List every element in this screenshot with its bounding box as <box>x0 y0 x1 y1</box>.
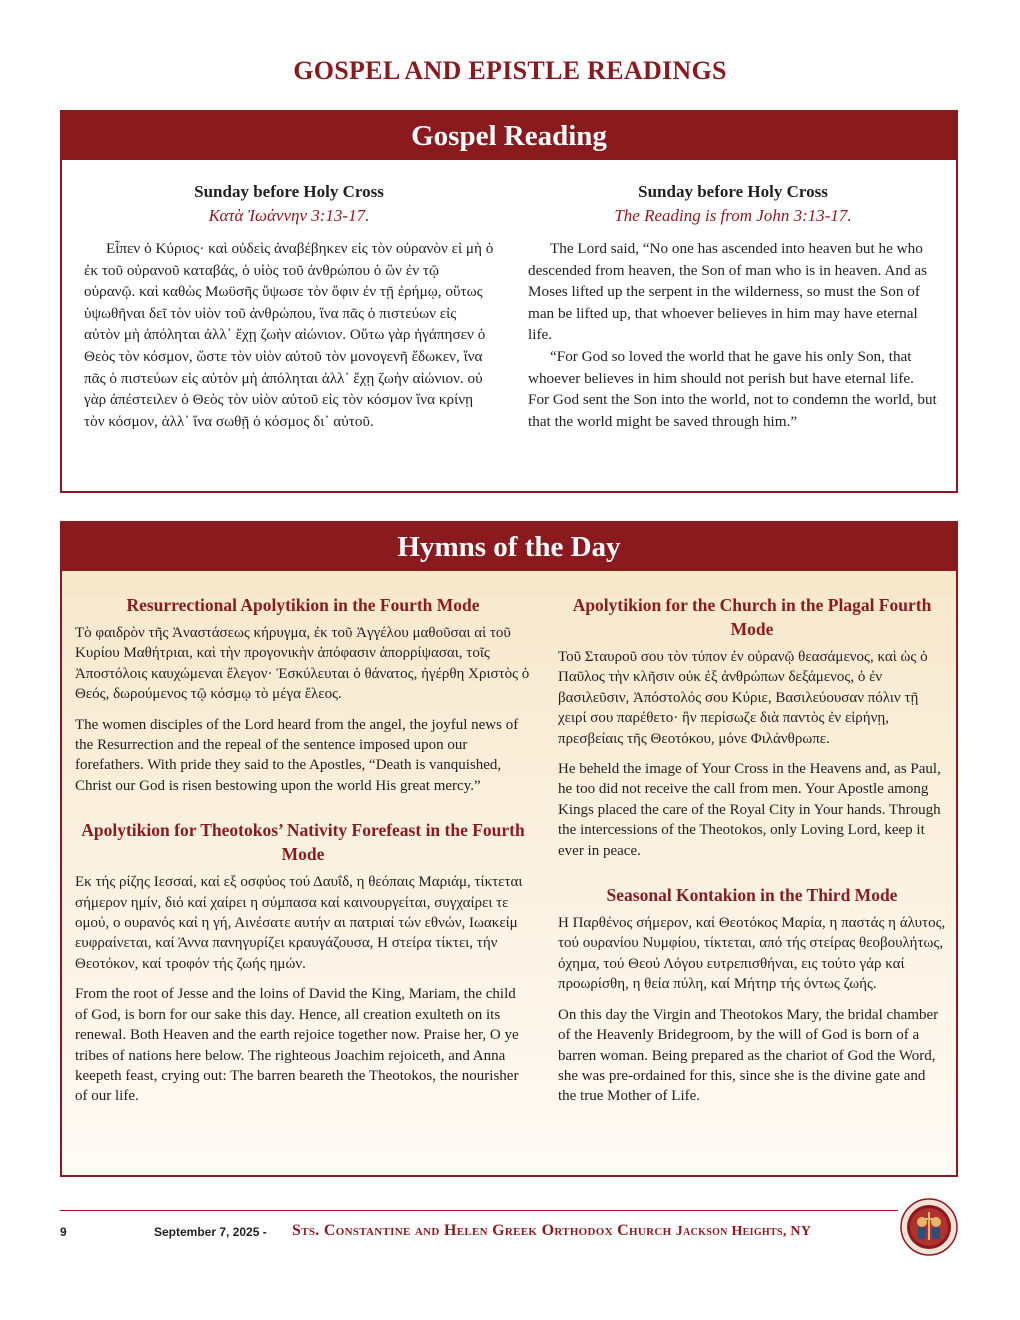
gospel-english-paragraph: “For God so loved the world that he gave his only Son, that whoever believes in him should not perish but have eternal life. For God sent the Son into the world, not to condemn the world, but that the world might be saved through him.” <box>528 347 937 430</box>
gospel-english-column <box>528 180 938 432</box>
hymn-greek-text: Η Παρθένος σήμερον, καί Θεοτόκος Μαρία, η παστάς η άλυτος, τού ουρανίου Νυμφίου, τίκτεται, από τής στείρας θεοβουλήτως, όχημα, τού Θεού Λόγου ευτρεπισθήναι, εις τούτο γάρ καί προωρίσθη, η θεία πύλη, καί Μήτηρ τής όντως ζωής. <box>558 915 946 993</box>
hymn-title: Seasonal Kontakion in the Third Mode <box>606 885 898 906</box>
hymns-left-column <box>75 593 531 1117</box>
gospel-reading-section <box>60 110 958 493</box>
church-name-text: Sts. Constantine and Helen Greek Orthodox Church <box>292 1222 672 1239</box>
hymn-greek-text: Τοῦ Σταυροῦ σου τὸν τύπον ἐν οὐρανῷ θεασάμενος, καὶ ὡς ὁ Παῦλος τὴν κλῆσιν οὐκ ἐξ ἀνθρώπων δεξάμενος, ὁ ἐν βασιλεῦσιν, Ἀπόστολός σου Κύριε, Βασιλεύουσαν πόλιν τῇ χειρί σου παρέθετο· ἣν περίσωζε διὰ παντὸς ἐν εἰρήνῃ, πρεσβείαις τῆς Θεοτόκου, μόνε Φιλάνθρωπε. <box>558 649 928 747</box>
hymns-section <box>60 521 958 1177</box>
bulletin-date: September 7, 2025 - <box>154 1225 267 1239</box>
hymn-english-text: From the root of Jesse and the loins of David the King, Mariam, the child of God, is born for our sake this day. Hence, all creation exulteth on its renewal. Both Heaven and the earth rejoice together now. Praise her, O ye tribes of nations here below. The righteous Joachim rejoiceth, and Anna keepeth feast, crying out: The barren beareth the Theotokos, the nourisher of our life. <box>75 986 519 1105</box>
page-number: 9 <box>60 1225 67 1239</box>
footer <box>60 1222 900 1244</box>
gospel-greek-paragraph: Εἶπεν ὁ Κύριος· καὶ οὐδεὶς ἀναβέβηκεν εἰς τὸν οὐρανὸν εἰ μὴ ὁ ἐκ τοῦ οὐρανοῦ καταβάς, ὁ υἱὸς τοῦ ἀνθρώπου ὁ ὢν ἐν τῷ οὐρανῷ. καὶ καθὼς Μωϋσῆς ὕψωσε τὸν ὄφιν ἐν τῇ ἐρήμῳ, οὕτως ὑψωθῆναι δεῖ τὸν υἱὸν τοῦ ἀνθρώπου, ἵνα πᾶς ὁ πιστεύων εἰς αὐτὸν μὴ ἀπόληται ἀλλ᾽ ἔχῃ ζωὴν αἰώνιον. Οὕτω γὰρ ἠγάπησεν ὁ Θεὸς τὸν κόσμον, ὥστε τὸν υἱὸν αὐτοῦ τὸν μονογενῆ ἔδωκεν, ἵνα πᾶς ὁ πιστεύων εἰς αὐτὸν μὴ ἀπόληται ἀλλ᾽ ἔχῃ ζωὴν αἰώνιον. οὐ γὰρ ἀπέστειλεν ὁ Θεὸς τὸν υἱὸν αὐτοῦ εἰς τὸν κόσμον ἵνα κρίνῃ τὸν κόσμον, ἀλλ᾽ ἵνα σωθῇ ὁ κόσμος δι᾽ αὐτοῦ. <box>84 240 494 430</box>
gospel-greek-reference: Κατὰ Ἰωάννην 3:13-17. <box>208 206 370 225</box>
hymn-title: Apolytikion for the Church in the Plagal Fourth Mode <box>572 595 932 639</box>
hymn-title: Apolytikion for Theotokos’ Nativity Forefeast in the Fourth Mode <box>81 820 525 865</box>
footer-divider <box>60 1210 898 1211</box>
hymn-greek-text: Εκ τής ρίζης Ιεσσαί, καί εξ οσφύος τού Δαυΐδ, η θεόπαις Μαριάμ, τίκτεται σήμερον ημίν, διό καί χαίρει η σύμπασα καί καινουργείται, συγχαίρει τε ομού, ο ουρανός καί η γή, Αινέσατε αυτήν αι πατριαί τών εθνών, Ιωακείμ ευφραίνεται, καί Άννα πανηγυρίζει κραυγάζουσα, Η στείρα τίκτει, τήν Θεοτόκον, καί τροφόν τής ζωής ημών. <box>75 874 523 972</box>
gospel-reading-header: Gospel Reading <box>62 112 956 160</box>
gospel-greek-column <box>84 180 494 432</box>
gospel-english-title: Sunday before Holy Cross <box>638 182 828 201</box>
gospel-english-paragraph: The Lord said, “No one has ascended into heaven but he who descended from heaven, the Son of man who is in heaven. And as Moses lifted up the serpent in the wilderness, so must the Son of man be lifted up, that whoever believes in him may have eternal life. <box>528 240 927 344</box>
church-location: Jackson Heights, NY <box>675 1224 812 1239</box>
church-seal-icon <box>900 1198 958 1256</box>
hymn-title: Resurrectional Apolytikion in the Fourth Mode <box>126 595 480 615</box>
hymns-header: Hymns of the Day <box>62 523 956 571</box>
hymn-greek-text: Τὸ φαιδρὸν τῆς Ἀναστάσεως κήρυγμα, ἐκ τοῦ Ἀγγέλου μαθοῦσαι αἱ τοῦ Κυρίου Μαθήτριαι, καὶ τὴν προγονικὴν ἀπόφασιν ἀπορρίψασαι, τοῖς Ἀποστόλοις καυχώμεναι ἔλεγον· Ἐσκύλευται ὁ θάνατος, ἠγέρθη Χριστὸς ὁ Θεός, δωρούμενος τῷ κόσμῳ τὸ μέγα ἔλεος. <box>75 625 530 703</box>
church-name <box>292 1222 811 1240</box>
gospel-english-text <box>528 238 938 432</box>
hymn-english-text: On this day the Virgin and Theotokos Mary, the bridal chamber of the Heavenly Bridegroom, by the will of God is born of a barren woman. Being prepared as the chariot of God the Word, she was pre-ordained for this, since she is the divine gate and the true Mother of Life. <box>558 1006 939 1105</box>
page-title: GOSPEL AND EPISTLE READINGS <box>293 56 727 85</box>
hymns-right-column <box>558 593 946 1117</box>
gospel-greek-text <box>84 238 494 432</box>
hymn-english-text: The women disciples of the Lord heard from the angel, the joyful news of the Resurrection and the repeal of the sentence imposed upon our forefathers. With pride they said to the Apostles, “Death is vanquished, Christ our God is risen bestowing upon the world His great mercy.” <box>75 716 519 794</box>
hymn-english-text: He beheld the image of Your Cross in the Heavens and, as Paul, he too did not receive the call from men. Your Apostle among Kings placed the care of the Royal City in Your hands. Through the intercessions of the Theotokos, only Loving Lord, keep it ever in peace. <box>558 761 941 859</box>
gospel-english-reference: The Reading is from John 3:13-17. <box>614 206 852 225</box>
gospel-greek-title: Sunday before Holy Cross <box>194 182 384 201</box>
